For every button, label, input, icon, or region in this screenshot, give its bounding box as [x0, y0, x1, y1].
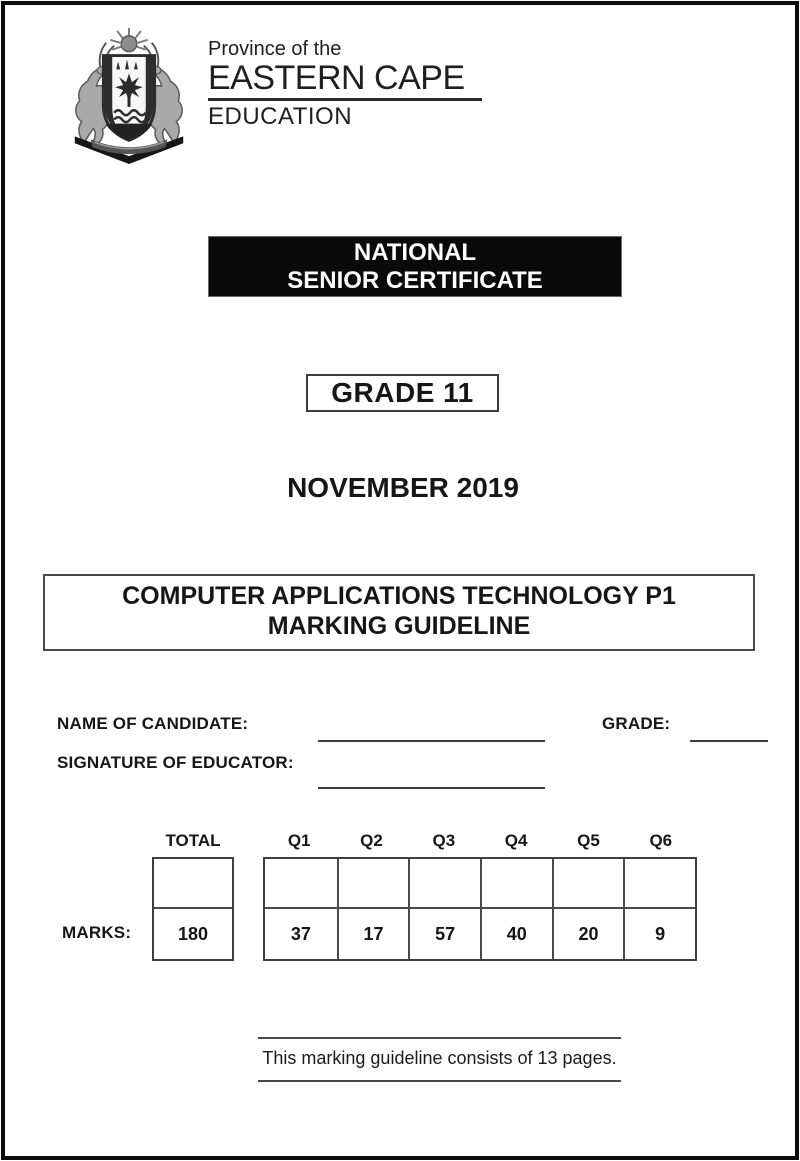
- q6-obtained-cell: [623, 859, 695, 907]
- grade-label: GRADE:: [602, 714, 671, 733]
- q4-max-cell: 40: [480, 907, 552, 959]
- q4-obtained-cell: [480, 859, 552, 907]
- q6-max-cell: 9: [623, 907, 695, 959]
- q1-header: Q1: [287, 831, 311, 850]
- candidate-name-line: [318, 740, 545, 742]
- question-column-headers: [263, 831, 697, 851]
- banner-line-senior-certificate: SENIOR CERTIFICATE: [287, 266, 543, 294]
- total-column-header: TOTAL: [165, 831, 221, 850]
- certificate-banner: [208, 236, 622, 297]
- provincial-logo: [54, 26, 482, 164]
- name-of-candidate-label: NAME OF CANDIDATE:: [57, 714, 249, 733]
- paper-title-line2: MARKING GUIDELINE: [267, 612, 531, 640]
- signature-of-educator-label: SIGNATURE OF EDUCATOR:: [57, 753, 294, 772]
- logo-text: [208, 26, 482, 130]
- grade-box: [306, 374, 499, 412]
- q1-obtained-cell: [265, 859, 337, 907]
- grade-line: [690, 740, 768, 742]
- logo-eastern-cape: EASTERN CAPE: [208, 59, 465, 97]
- paper-title-line1: COMPUTER APPLICATIONS TECHNOLOGY P1: [122, 582, 676, 610]
- q3-header: Q3: [432, 831, 456, 850]
- question-marks-table: [263, 857, 697, 961]
- q5-header: Q5: [577, 831, 600, 850]
- marks-label: MARKS:: [62, 923, 132, 942]
- total-max-cell: 180: [177, 923, 209, 944]
- q4-header: Q4: [504, 831, 528, 850]
- q5-max-cell: 20: [552, 907, 624, 959]
- educator-signature-line: [318, 787, 545, 789]
- coat-of-arms-icon: [54, 26, 204, 164]
- q1-max-cell: 37: [265, 907, 337, 959]
- paper-title-box: [43, 574, 755, 651]
- footer-note: [258, 1037, 621, 1082]
- logo-education: EDUCATION: [208, 103, 353, 130]
- q2-obtained-cell: [337, 859, 409, 907]
- total-obtained-cell: [154, 859, 232, 909]
- q2-max-cell: 17: [337, 907, 409, 959]
- footer-note-text: This marking guideline consists of 13 pages.: [262, 1048, 617, 1068]
- q5-obtained-cell: [552, 859, 624, 907]
- q3-obtained-cell: [408, 859, 480, 907]
- logo-province-of-the: Province of the: [208, 38, 342, 60]
- exam-session: NOVEMBER 2019: [287, 472, 519, 503]
- total-marks-box: [152, 857, 234, 961]
- q6-header: Q6: [649, 831, 673, 850]
- q2-header: Q2: [360, 831, 383, 850]
- grade-box-label: GRADE 11: [331, 377, 474, 408]
- q3-max-cell: 57: [408, 907, 480, 959]
- logo-divider: [208, 98, 482, 101]
- banner-line-national: NATIONAL: [353, 238, 477, 266]
